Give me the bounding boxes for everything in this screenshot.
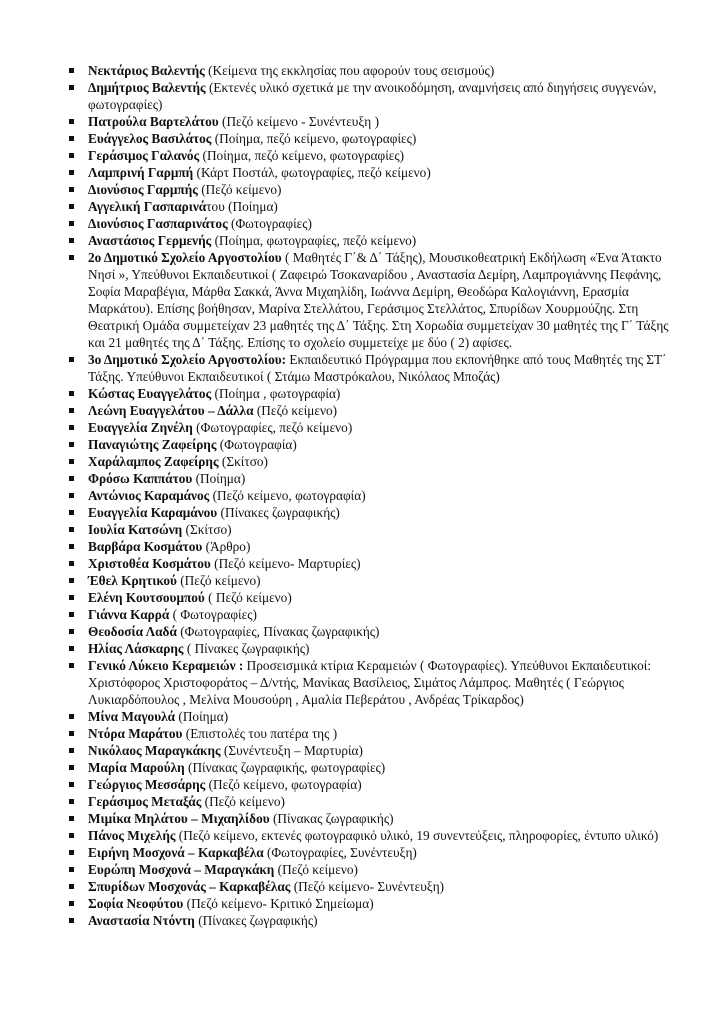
square-bullet-icon bbox=[69, 765, 74, 770]
square-bullet-icon bbox=[69, 136, 74, 141]
list-item bbox=[88, 878, 686, 895]
contributor-name: Ντόρα Μαράτου bbox=[88, 726, 183, 741]
contributor-name: Σοφία Νεοφύτου bbox=[88, 896, 184, 911]
list-item bbox=[88, 759, 686, 776]
contribution-description: (Πεζό κείμενο- Συνέντευξη) bbox=[290, 879, 445, 894]
contribution-description: (Πεζό κείμενο, φωτογραφία) bbox=[209, 488, 366, 503]
contributor-name: Μιμίκα Μηλάτου – Μιχαηλίδου bbox=[88, 811, 270, 826]
document-page bbox=[0, 62, 724, 929]
square-bullet-icon bbox=[69, 867, 74, 872]
contribution-description: (Κείμενα της εκκλησίας που αφορούν τους σεισμούς) bbox=[204, 63, 495, 78]
contributor-name: Ιουλία Κατσώνη bbox=[88, 522, 183, 537]
contributor-name: Βαρβάρα Κοσμάτου bbox=[88, 539, 203, 554]
square-bullet-icon bbox=[69, 544, 74, 549]
contributor-name: Χαράλαμπος Ζαφείρης bbox=[88, 454, 219, 469]
list-item bbox=[88, 912, 686, 929]
contributor-name: Πατρούλα Βαρτελάτου bbox=[88, 114, 219, 129]
contributor-name: 3ο Δημοτικό Σχολείο Αργοστολίου: bbox=[88, 352, 287, 367]
square-bullet-icon bbox=[69, 799, 74, 804]
list-item bbox=[88, 504, 686, 521]
contribution-description: (Φωτογραφίες, Συνέντευξη) bbox=[263, 845, 417, 860]
square-bullet-icon bbox=[69, 833, 74, 838]
list-item bbox=[88, 232, 686, 249]
contribution-description: (Εκτενές υλικό σχετικά με την ανοικοδόμηση, αναμνήσεις από διηγήσεις συγγενών, φωτογραφίες) bbox=[88, 80, 657, 112]
contributor-name: Ηλίας Λάσκαρης bbox=[88, 641, 184, 656]
list-item bbox=[88, 606, 686, 623]
square-bullet-icon bbox=[69, 170, 74, 175]
square-bullet-icon bbox=[69, 850, 74, 855]
list-item bbox=[88, 776, 686, 793]
contributor-name: Δημήτριος Βαλεντής bbox=[88, 80, 206, 95]
square-bullet-icon bbox=[69, 731, 74, 736]
list-item bbox=[88, 113, 686, 130]
square-bullet-icon bbox=[69, 663, 74, 668]
square-bullet-icon bbox=[69, 493, 74, 498]
list-item bbox=[88, 538, 686, 555]
contributor-name: Αναστασία Ντόντη bbox=[88, 913, 195, 928]
square-bullet-icon bbox=[69, 595, 74, 600]
contribution-description: (Ποίημα, πεζό κείμενο, φωτογραφίες) bbox=[199, 148, 405, 163]
contributor-name: Κώστας Ευαγγελάτος bbox=[88, 386, 212, 401]
contribution-description: (Σκίτσο) bbox=[182, 522, 232, 537]
list-item bbox=[88, 130, 686, 147]
square-bullet-icon bbox=[69, 629, 74, 634]
list-item bbox=[88, 147, 686, 164]
square-bullet-icon bbox=[69, 204, 74, 209]
square-bullet-icon bbox=[69, 901, 74, 906]
contribution-description: ( Μαθητές Γ΄& Δ΄ Τάξης), Μουσικοθεατρική Εκδήλωση «Ένα Άτακτο Νησί », Υπεύθυνοι Εκπαιδευτικοί ( Ζαφειρώ Τσοκαναρίδου , Αναστασία Δεμίρη, Λαμπρογιάννης Πεφάνης, Σοφία Μαραβέγια, Μάρθα Σακκά, Άννα Μιχαηλίδη, Ιωάννα Δεμίρη, Θεοδώρα Καλογιάννη, Ερασμία Μαρκάτου). Επίσης βοήθησαν, Μαρίνα Στελλάτου, Γεράσιμος Στελλάτος, Σπυρίδων Χουρμούζης. Στη Θεατρική Ομάδα συμμετείχαν 23 μαθητές της Δ΄ Τάξης. Στη Χορωδία συμμετείχαν 30 μαθητές της Γ΄ Τάξης και 21 μαθητές της Δ΄ Τάξης. Επίσης το σχολείο συμμετείχε με δύο ( 2) αφίσες. bbox=[88, 250, 669, 350]
contributor-name: 2ο Δημοτικό Σχολείο Αργοστολίου bbox=[88, 250, 282, 265]
contributor-name: Έθελ Κρητικού bbox=[88, 573, 177, 588]
contributor-name: Φρόσω Καππάτου bbox=[88, 471, 193, 486]
square-bullet-icon bbox=[69, 816, 74, 821]
contributor-name: Γεράσιμος Μεταξάς bbox=[88, 794, 202, 809]
square-bullet-icon bbox=[69, 391, 74, 396]
list-item bbox=[88, 351, 686, 385]
contributor-name: Πάνος Μιχελής bbox=[88, 828, 176, 843]
square-bullet-icon bbox=[69, 119, 74, 124]
contributor-name: Σπυρίδων Μοσχονάς – Καρκαβέλας bbox=[88, 879, 291, 894]
square-bullet-icon bbox=[69, 255, 74, 260]
contributor-name: Γεώργιος Μεσσάρης bbox=[88, 777, 206, 792]
list-item bbox=[88, 453, 686, 470]
contributor-name: Ειρήνη Μοσχονά – Καρκαβέλα bbox=[88, 845, 264, 860]
square-bullet-icon bbox=[69, 68, 74, 73]
contributor-name: Ευαγγελία Καραμάνου bbox=[88, 505, 218, 520]
contributor-name: Ελένη Κουτσουμπού bbox=[88, 590, 205, 605]
contribution-description: Προσεισμικά κτίρια Κεραμειών ( Φωτογραφίες). Υπεύθυνοι Εκπαιδευτικοί: Χριστόφορος Χριστοφοράτος – Δ/ντής, Μανίκας Βασίλειος, Σιμάτος Λάμπρος. Μαθητές ( Γεώργιος Λυκιαρδόπουλος , Μελίνα Μουσούρη , Αμαλία Πεβεράτου , Ανδρέας Τρίκαρδος) bbox=[88, 658, 652, 707]
square-bullet-icon bbox=[69, 238, 74, 243]
list-item bbox=[88, 470, 686, 487]
list-item bbox=[88, 725, 686, 742]
contribution-description: (Πεζό κείμενο) bbox=[253, 403, 338, 418]
contribution-description: (Πίνακας ζωγραφικής, φωτογραφίες) bbox=[184, 760, 386, 775]
square-bullet-icon bbox=[69, 459, 74, 464]
contribution-description: (Ποίημα, πεζό κείμενο, φωτογραφίες) bbox=[211, 131, 417, 146]
list-item bbox=[88, 810, 686, 827]
list-item bbox=[88, 572, 686, 589]
contribution-description: (Πεζό κείμενο, φωτογραφία) bbox=[205, 777, 362, 792]
contributor-name: Αντώνιος Καραμάνος bbox=[88, 488, 210, 503]
square-bullet-icon bbox=[69, 476, 74, 481]
contribution-description: (Επιστολές του πατέρα της ) bbox=[182, 726, 338, 741]
contribution-description: (Πίνακας ζωγραφικής) bbox=[269, 811, 394, 826]
contribution-description: (Πεζό κείμενο) bbox=[201, 794, 285, 809]
square-bullet-icon bbox=[69, 884, 74, 889]
list-item bbox=[88, 589, 686, 606]
contributor-name: Γενικό Λύκειο Κεραμειών : bbox=[88, 658, 244, 673]
contribution-description: (Σκίτσο) bbox=[218, 454, 268, 469]
contributor-name: Χριστοθέα Κοσμάτου bbox=[88, 556, 211, 571]
contributor-name: Μίνα Μαγουλά bbox=[88, 709, 176, 724]
contribution-description: (Πεζό κείμενο) bbox=[274, 862, 358, 877]
contributor-name: Γεράσιμος Γαλανός bbox=[88, 148, 200, 163]
square-bullet-icon bbox=[69, 748, 74, 753]
contribution-description: (Πεζό κείμενο- Κριτικό Σημείωμα) bbox=[183, 896, 374, 911]
list-item bbox=[88, 181, 686, 198]
list-item bbox=[88, 844, 686, 861]
list-item bbox=[88, 164, 686, 181]
square-bullet-icon bbox=[69, 408, 74, 413]
contribution-description: (Πεζό κείμενο) bbox=[197, 182, 282, 197]
square-bullet-icon bbox=[69, 187, 74, 192]
list-item bbox=[88, 623, 686, 640]
contributor-name: Γιάννα Καρρά bbox=[88, 607, 170, 622]
contributor-name: Λεώνη Ευαγγελάτου – Δάλλα bbox=[88, 403, 254, 418]
contribution-description: (Κάρτ Ποστάλ, φωτογραφίες, πεζό κείμενο) bbox=[193, 165, 431, 180]
square-bullet-icon bbox=[69, 510, 74, 515]
list-item bbox=[88, 62, 686, 79]
list-item bbox=[88, 385, 686, 402]
contribution-description: (Ποίημα , φωτογραφία) bbox=[211, 386, 341, 401]
contribution-description: (Πεζό κείμενο) bbox=[176, 573, 261, 588]
contribution-description: (Φωτογραφίες) bbox=[227, 216, 312, 231]
list-item bbox=[88, 521, 686, 538]
square-bullet-icon bbox=[69, 357, 74, 362]
contribution-description: (Άρθρο) bbox=[202, 539, 251, 554]
square-bullet-icon bbox=[69, 561, 74, 566]
contributor-name: Λαμπρινή Γαρμπή bbox=[88, 165, 194, 180]
contributor-name: Νικόλαος Μαραγκάκης bbox=[88, 743, 221, 758]
contributor-name: Νεκτάριος Βαλεντής bbox=[88, 63, 205, 78]
list-item bbox=[88, 436, 686, 453]
contribution-description: ( Φωτογραφίες) bbox=[169, 607, 257, 622]
contribution-description: (Ποίημα) bbox=[175, 709, 229, 724]
list-item bbox=[88, 487, 686, 504]
contribution-description: (Συνέντευξη – Μαρτυρία) bbox=[220, 743, 363, 758]
contribution-description: (Πεζό κείμενο, εκτενές φωτογραφικό υλικό, 19 συνεντεύξεις, πληροφορίες, έντυπο υλικό) bbox=[175, 828, 659, 843]
square-bullet-icon bbox=[69, 221, 74, 226]
contributors-list bbox=[0, 62, 686, 929]
contributor-name: Μαρία Μαρούλη bbox=[88, 760, 185, 775]
list-item bbox=[88, 861, 686, 878]
contribution-description: του (Ποίημα) bbox=[206, 199, 278, 214]
list-item bbox=[88, 402, 686, 419]
contribution-description: (Πίνακες ζωγραφικής) bbox=[194, 913, 318, 928]
list-item bbox=[88, 895, 686, 912]
list-item bbox=[88, 827, 686, 844]
list-item bbox=[88, 79, 686, 113]
contributor-name: Παναγιώτης Ζαφείρης bbox=[88, 437, 217, 452]
contribution-description: (Φωτογραφίες, πεζό κείμενο) bbox=[192, 420, 353, 435]
contributor-name: Ευάγγελος Βασιλάτος bbox=[88, 131, 212, 146]
list-item bbox=[88, 215, 686, 232]
list-item bbox=[88, 657, 686, 708]
contribution-description: (Πεζό κείμενο - Συνέντευξη ) bbox=[218, 114, 380, 129]
contributor-name: Ευρώπη Μοσχονά – Μαραγκάκη bbox=[88, 862, 275, 877]
contributor-name: Αναστάσιος Γερμενής bbox=[88, 233, 212, 248]
square-bullet-icon bbox=[69, 578, 74, 583]
square-bullet-icon bbox=[69, 646, 74, 651]
square-bullet-icon bbox=[69, 714, 74, 719]
contributor-name: Θεοδοσία Λαδά bbox=[88, 624, 177, 639]
list-item bbox=[88, 198, 686, 215]
list-item bbox=[88, 708, 686, 725]
list-item bbox=[88, 640, 686, 657]
list-item bbox=[88, 742, 686, 759]
square-bullet-icon bbox=[69, 442, 74, 447]
square-bullet-icon bbox=[69, 85, 74, 90]
square-bullet-icon bbox=[69, 782, 74, 787]
square-bullet-icon bbox=[69, 527, 74, 532]
contributor-name: Ευαγγελία Ζηνέλη bbox=[88, 420, 193, 435]
contribution-description: (Πίνακες ζωγραφικής) bbox=[217, 505, 340, 520]
contributor-name: Διονύσιος Γασπαρινάτος bbox=[88, 216, 228, 231]
list-item bbox=[88, 249, 686, 351]
contribution-description: ( Πίνακες ζωγραφικής) bbox=[183, 641, 310, 656]
contribution-description: (Ποίημα, φωτογραφίες, πεζό κείμενο) bbox=[211, 233, 417, 248]
square-bullet-icon bbox=[69, 612, 74, 617]
list-item bbox=[88, 793, 686, 810]
square-bullet-icon bbox=[69, 918, 74, 923]
list-item bbox=[88, 419, 686, 436]
contribution-description: ( Πεζό κείμενο) bbox=[204, 590, 292, 605]
list-item bbox=[88, 555, 686, 572]
contributor-name: Διονύσιος Γαρμπής bbox=[88, 182, 198, 197]
contribution-description: (Ποίημα) bbox=[192, 471, 246, 486]
contributor-name: Αγγελική Γασπαρινά bbox=[88, 199, 207, 214]
square-bullet-icon bbox=[69, 425, 74, 430]
contribution-description: (Φωτογραφία) bbox=[216, 437, 297, 452]
contribution-description: (Πεζό κείμενο- Μαρτυρίες) bbox=[210, 556, 361, 571]
contribution-description: Εκπαιδευτικό Πρόγραμμα που εκπονήθηκε από τους Μαθητές της ΣΤ΄ Τάξης. Υπεύθυνοι Εκπαιδευτικοί ( Στάμω Μαστρόκαλου, Νικόλαος Μποζάς) bbox=[88, 352, 667, 384]
square-bullet-icon bbox=[69, 153, 74, 158]
contribution-description: (Φωτογραφίες, Πίνακας ζωγραφικής) bbox=[176, 624, 380, 639]
